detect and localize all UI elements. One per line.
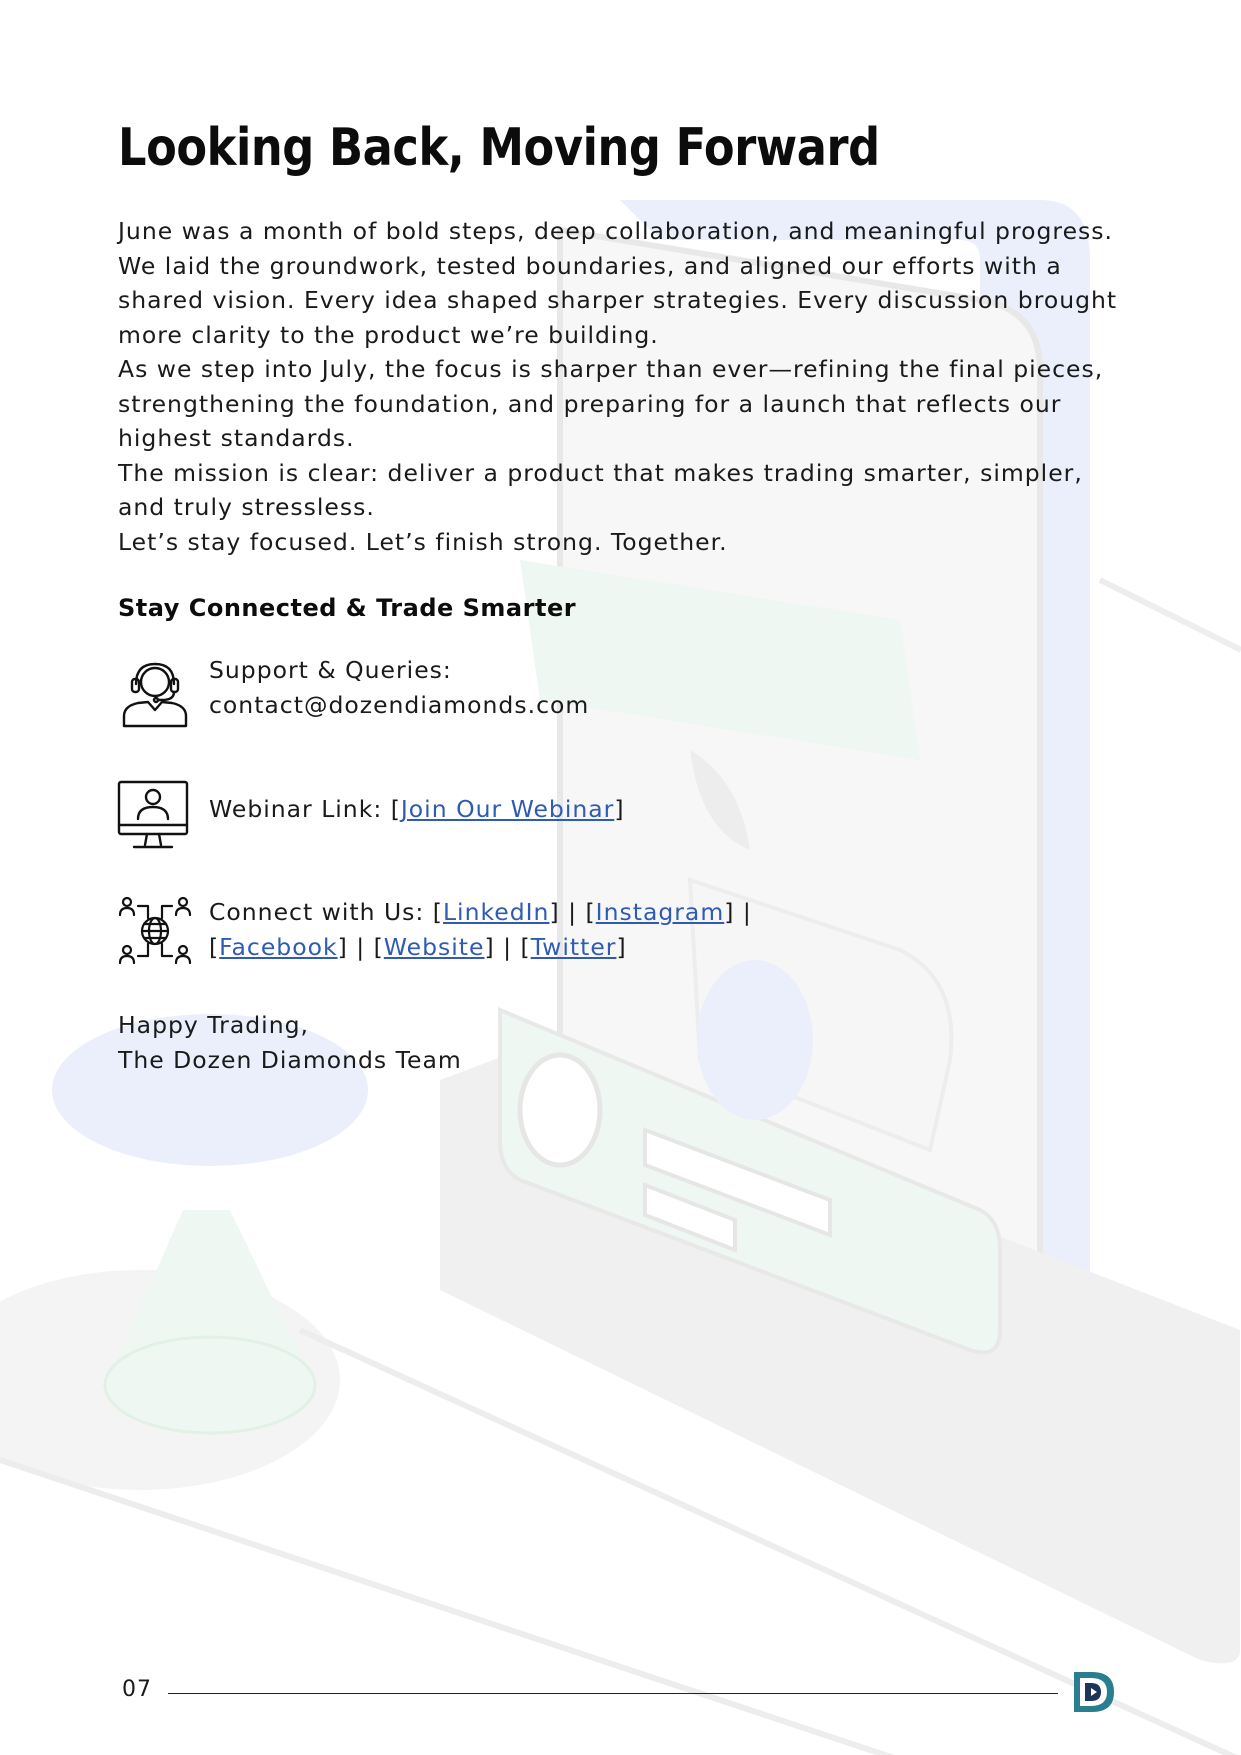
page-title: Looking Back, Moving Forward [118, 118, 880, 178]
social-contact [209, 895, 752, 964]
intro-paragraph: June was a month of bold steps, deep collaboration, and meaningful progress. We laid the groundwork, tested boundaries, and aligned our efforts with a shared vision. Every idea shaped sharper strategies. Every discussion brought more clarity to the product we’re building. [118, 217, 1118, 349]
linkedin-link[interactable]: LinkedIn [442, 898, 550, 926]
intro-paragraph: The mission is clear: deliver a product that makes trading smarter, simpler, and truly stressless. [118, 458, 1083, 521]
headset-support-icon [118, 656, 192, 730]
webinar-suffix: ] [614, 795, 625, 823]
webinar-link[interactable]: Join Our Webinar [400, 795, 615, 823]
social-line-2: [Facebook] | [Website] | [Twitter] [209, 932, 627, 961]
website-link[interactable]: Website [383, 932, 485, 961]
intro-paragraph: As we step into July, the focus is sharper than ever—refining the final pieces, strengthening the foundation, and preparing for a launch that reflects our highest standards. [118, 355, 1104, 452]
signoff [118, 1008, 462, 1077]
page-number: 07 [122, 1677, 152, 1702]
signoff-greeting: Happy Trading, [118, 1011, 309, 1039]
social-line-1: Connect with Us: [LinkedIn] | [Instagram] | [209, 898, 752, 926]
section-heading: Stay Connected & Trade Smarter [118, 594, 577, 622]
webinar-contact [209, 792, 625, 827]
intro-paragraph: Let’s stay focused. Let’s finish strong. Together. [118, 527, 728, 556]
support-label: Support & Queries: [209, 656, 452, 684]
support-email[interactable]: contact@dozendiamonds.com [209, 690, 590, 719]
facebook-link[interactable]: Facebook [219, 932, 338, 961]
twitter-link[interactable]: Twitter [530, 932, 617, 961]
webinar-label: Webinar Link: [ [209, 795, 401, 823]
intro-text [118, 214, 1138, 559]
support-contact [209, 653, 589, 722]
dozen-diamonds-logo [1070, 1668, 1118, 1716]
social-label: Connect with Us: [ [209, 898, 443, 926]
footer-divider [168, 1693, 1058, 1694]
network-globe-icon [118, 894, 192, 968]
instagram-link[interactable]: Instagram [595, 898, 725, 926]
monitor-presenter-icon [116, 779, 190, 853]
signoff-team: The Dozen Diamonds Team [118, 1045, 462, 1074]
